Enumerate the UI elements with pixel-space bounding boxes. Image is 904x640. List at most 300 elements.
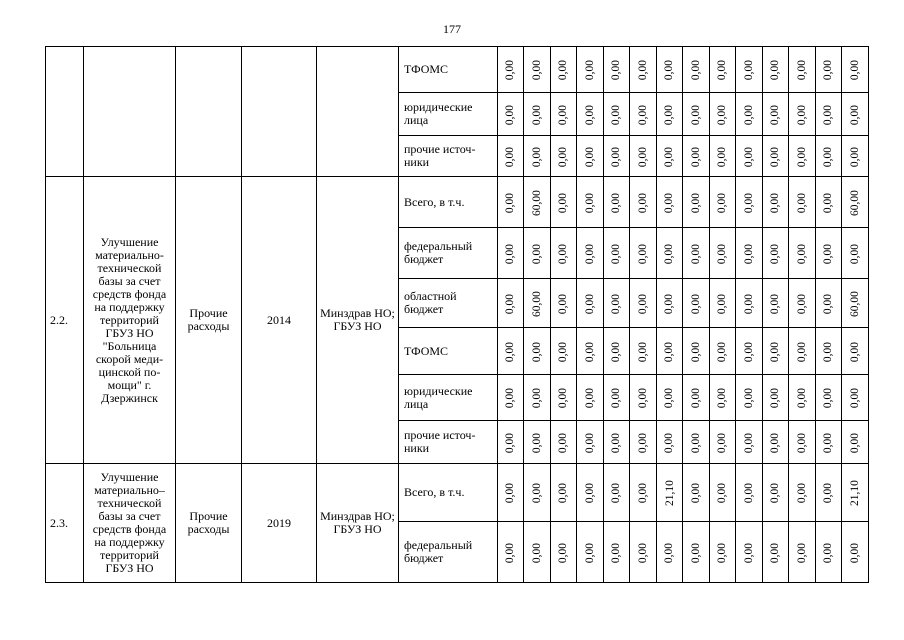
value-text: 0,00 (584, 387, 596, 409)
value-cell (710, 375, 736, 421)
value-cell (604, 93, 630, 136)
value-text: 0,00 (769, 293, 782, 314)
value-text: 0,00 (504, 243, 517, 264)
value-cell (683, 328, 710, 375)
value-cell (524, 93, 551, 136)
value-cell (657, 464, 683, 522)
value-text: 0,00 (822, 432, 835, 453)
value-text: 60,00 (531, 189, 543, 216)
value-cell (816, 228, 842, 279)
row-number: 2.3. (46, 464, 84, 583)
value-text: 0,00 (584, 542, 596, 563)
value-text: 0,00 (769, 387, 782, 409)
value-text: 0,00 (822, 341, 835, 362)
value-text: 0,00 (822, 542, 835, 563)
value-cell (604, 522, 630, 583)
value-text: 0,00 (663, 432, 676, 453)
value-cell (604, 279, 630, 328)
value-cell (630, 136, 657, 177)
value-text: 0,00 (769, 59, 782, 81)
value-text: 0,00 (690, 542, 702, 563)
value-text: 0,00 (610, 387, 623, 409)
value-cell (842, 47, 869, 93)
value-cell (604, 421, 630, 464)
value-cell (842, 279, 869, 328)
value-cell (710, 522, 736, 583)
value-text: 0,00 (796, 146, 808, 167)
value-cell (577, 522, 604, 583)
value-text: 0,00 (743, 59, 755, 81)
value-text: 0,00 (637, 293, 649, 314)
value-text: 0,00 (610, 192, 623, 213)
value-text: 0,00 (716, 243, 729, 264)
value-text: 0,00 (610, 104, 623, 125)
value-text: 0,00 (663, 104, 676, 125)
value-cell (604, 136, 630, 177)
value-cell (657, 228, 683, 279)
value-text: 0,00 (610, 341, 623, 362)
value-cell (736, 93, 763, 136)
source-cell: юридические лица (399, 93, 498, 136)
value-cell (736, 47, 763, 93)
value-text: 0,00 (663, 146, 676, 167)
value-text: 0,00 (637, 542, 649, 563)
value-text: 0,00 (610, 542, 623, 563)
year-cell (242, 47, 317, 177)
value-text: 0,00 (716, 341, 729, 362)
value-text: 0,00 (822, 387, 835, 409)
value-text: 0,00 (849, 387, 861, 409)
value-cell (683, 279, 710, 328)
value-cell (683, 136, 710, 177)
value-text: 0,00 (849, 542, 861, 563)
value-cell (630, 375, 657, 421)
value-text: 0,00 (690, 146, 702, 167)
value-cell (604, 177, 630, 228)
value-cell (604, 328, 630, 375)
source-cell: юридические лица (399, 375, 498, 421)
value-text: 0,00 (743, 341, 755, 362)
value-cell (498, 328, 524, 375)
value-text: 0,00 (557, 293, 570, 314)
value-cell (842, 177, 869, 228)
value-cell (789, 328, 816, 375)
value-cell (736, 228, 763, 279)
value-cell (524, 177, 551, 228)
value-cell (498, 47, 524, 93)
value-text: 0,00 (504, 104, 517, 125)
value-cell (577, 47, 604, 93)
value-text: 0,00 (584, 341, 596, 362)
value-text: 0,00 (690, 482, 702, 504)
value-cell (736, 279, 763, 328)
value-cell (842, 421, 869, 464)
value-cell (789, 375, 816, 421)
value-text: 0,00 (504, 341, 517, 362)
value-text: 0,00 (743, 432, 755, 453)
value-cell (710, 279, 736, 328)
value-text: 0,00 (557, 243, 570, 264)
source-cell: областной бюджет (399, 279, 498, 328)
source-cell: федеральный бюджет (399, 522, 498, 583)
value-cell (630, 464, 657, 522)
value-cell (736, 375, 763, 421)
value-text: 0,00 (743, 192, 755, 213)
value-text: 0,00 (557, 104, 570, 125)
value-text: 0,00 (584, 432, 596, 453)
value-text: 0,00 (637, 482, 649, 504)
value-cell (683, 93, 710, 136)
value-cell (710, 177, 736, 228)
value-cell (577, 177, 604, 228)
value-text: 0,00 (716, 432, 729, 453)
value-text: 0,00 (557, 59, 570, 81)
source-cell: прочие источ-ники (399, 136, 498, 177)
value-cell (524, 464, 551, 522)
value-cell (710, 136, 736, 177)
value-cell (763, 228, 789, 279)
value-text: 0,00 (796, 243, 808, 264)
page-number: 177 (443, 22, 461, 36)
measure-name: Улучшение материально–технической базы за счет средств фонда на поддержку территорий ГБУЗ НО (84, 464, 176, 583)
value-cell (763, 279, 789, 328)
value-text: 0,00 (849, 432, 861, 453)
value-cell (577, 279, 604, 328)
value-text: 0,00 (743, 542, 755, 563)
value-text: 0,00 (557, 146, 570, 167)
value-cell (683, 228, 710, 279)
measure-name: Улучшение материально-технической базы за счет средств фонда на поддержку территорий ГБУЗ НО "Больница скорой меди-цинской по-мощи" г. Дзержинск (84, 177, 176, 464)
value-text: 0,00 (743, 104, 755, 125)
value-text: 0,00 (531, 104, 543, 125)
value-cell (789, 228, 816, 279)
value-text: 0,00 (796, 482, 808, 504)
value-text: 0,00 (557, 341, 570, 362)
value-cell (577, 228, 604, 279)
value-text: 0,00 (796, 341, 808, 362)
value-text: 0,00 (504, 293, 517, 314)
value-cell (683, 522, 710, 583)
value-cell (683, 421, 710, 464)
value-cell (498, 177, 524, 228)
value-cell (816, 421, 842, 464)
source-cell: федеральный бюджет (399, 228, 498, 279)
value-text: 0,00 (849, 104, 861, 125)
value-text: 0,00 (796, 104, 808, 125)
value-text: 0,00 (849, 146, 861, 167)
value-cell (842, 328, 869, 375)
value-text: 0,00 (743, 243, 755, 264)
value-cell (524, 136, 551, 177)
value-cell (551, 177, 577, 228)
value-cell (816, 279, 842, 328)
value-cell (816, 522, 842, 583)
value-cell (710, 228, 736, 279)
value-text: 0,00 (557, 482, 570, 504)
value-text: 0,00 (531, 542, 543, 563)
row-number: 2.2. (46, 177, 84, 464)
value-cell (524, 228, 551, 279)
value-cell (630, 421, 657, 464)
table-row (46, 47, 869, 93)
value-text: 21,10 (663, 480, 676, 506)
value-text: 0,00 (504, 192, 517, 213)
value-text: 0,00 (796, 432, 808, 453)
value-cell (551, 421, 577, 464)
value-text: 0,00 (822, 104, 835, 125)
value-cell (524, 522, 551, 583)
value-text: 0,00 (504, 146, 517, 167)
value-cell (763, 328, 789, 375)
value-cell (816, 464, 842, 522)
value-cell (577, 421, 604, 464)
value-text: 0,00 (822, 482, 835, 504)
table-row (46, 177, 869, 228)
value-text: 0,00 (743, 293, 755, 314)
value-text: 0,00 (504, 432, 517, 453)
year: 2019 (242, 464, 317, 583)
value-text: 0,00 (663, 387, 676, 409)
value-cell (842, 93, 869, 136)
value-text: 0,00 (584, 146, 596, 167)
value-text: 0,00 (637, 146, 649, 167)
value-cell (630, 93, 657, 136)
value-cell (498, 464, 524, 522)
value-cell (498, 228, 524, 279)
value-cell (524, 421, 551, 464)
value-text: 0,00 (716, 482, 729, 504)
value-cell (710, 93, 736, 136)
value-text: 0,00 (663, 542, 676, 563)
expense-type: Прочие расходы (176, 177, 242, 464)
value-cell (551, 279, 577, 328)
value-text: 0,00 (637, 387, 649, 409)
value-text: 0,00 (822, 192, 835, 213)
value-text: 0,00 (769, 104, 782, 125)
value-text: 0,00 (663, 59, 676, 81)
value-cell (736, 328, 763, 375)
value-text: 0,00 (716, 542, 729, 563)
value-text: 0,00 (637, 192, 649, 213)
value-cell (789, 464, 816, 522)
value-text: 0,00 (769, 243, 782, 264)
value-cell (816, 177, 842, 228)
value-cell (524, 47, 551, 93)
value-cell (577, 136, 604, 177)
value-text: 0,00 (663, 192, 676, 213)
table-row (46, 464, 869, 522)
value-text: 0,00 (531, 387, 543, 409)
value-text: 0,00 (663, 293, 676, 314)
value-cell (789, 136, 816, 177)
value-text: 0,00 (769, 482, 782, 504)
value-cell (577, 328, 604, 375)
value-cell (657, 47, 683, 93)
source-cell: ТФОМС (399, 328, 498, 375)
value-cell (683, 177, 710, 228)
value-cell (763, 464, 789, 522)
value-cell (630, 47, 657, 93)
value-text: 60,00 (531, 290, 543, 317)
value-cell (736, 136, 763, 177)
value-cell (524, 328, 551, 375)
value-text: 0,00 (769, 192, 782, 213)
value-text: 0,00 (610, 146, 623, 167)
executor-cell (317, 47, 399, 177)
value-cell (816, 93, 842, 136)
value-cell (842, 375, 869, 421)
value-text: 0,00 (504, 542, 517, 563)
value-text: 0,00 (637, 243, 649, 264)
value-text: 0,00 (796, 387, 808, 409)
value-cell (657, 328, 683, 375)
value-text: 0,00 (610, 432, 623, 453)
value-cell (763, 136, 789, 177)
value-text: 0,00 (796, 293, 808, 314)
value-cell (524, 279, 551, 328)
value-text: 0,00 (531, 482, 543, 504)
source-cell: Всего, в т.ч. (399, 177, 498, 228)
value-cell (577, 464, 604, 522)
value-cell (498, 375, 524, 421)
value-cell (657, 375, 683, 421)
value-text: 0,00 (716, 104, 729, 125)
value-text: 0,00 (743, 482, 755, 504)
executor: Минздрав НО; ГБУЗ НО (317, 177, 399, 464)
source-cell: ТФОМС (399, 47, 498, 93)
value-text: 0,00 (690, 59, 702, 81)
value-text: 0,00 (690, 432, 702, 453)
source-cell: Всего, в т.ч. (399, 464, 498, 522)
value-cell (657, 136, 683, 177)
value-cell (604, 464, 630, 522)
value-cell (683, 464, 710, 522)
value-cell (842, 522, 869, 583)
value-cell (736, 464, 763, 522)
value-text: 0,00 (584, 104, 596, 125)
value-text: 0,00 (610, 293, 623, 314)
value-text: 0,00 (584, 192, 596, 213)
value-cell (842, 464, 869, 522)
value-text: 0,00 (769, 341, 782, 362)
value-text: 0,00 (716, 387, 729, 409)
value-text: 0,00 (637, 432, 649, 453)
year: 2014 (242, 177, 317, 464)
value-text: 0,00 (531, 341, 543, 362)
value-cell (683, 47, 710, 93)
value-text: 0,00 (610, 59, 623, 81)
value-text: 0,00 (822, 59, 835, 81)
value-text: 0,00 (743, 387, 755, 409)
value-cell (710, 47, 736, 93)
value-cell (604, 47, 630, 93)
value-text: 0,00 (531, 432, 543, 453)
value-cell (657, 421, 683, 464)
value-cell (657, 93, 683, 136)
value-cell (630, 177, 657, 228)
value-text: 0,00 (504, 482, 517, 504)
value-text: 0,00 (849, 59, 861, 81)
expense-cell (176, 47, 242, 177)
value-text: 0,00 (531, 146, 543, 167)
value-cell (710, 464, 736, 522)
value-text: 0,00 (769, 542, 782, 563)
value-cell (498, 279, 524, 328)
value-text: 0,00 (716, 293, 729, 314)
value-text: 0,00 (690, 243, 702, 264)
value-text: 0,00 (504, 387, 517, 409)
value-text: 0,00 (637, 341, 649, 362)
source-cell: прочие источ-ники (399, 421, 498, 464)
value-text: 0,00 (690, 192, 702, 213)
value-cell (789, 93, 816, 136)
budget-table (45, 46, 869, 583)
value-cell (551, 328, 577, 375)
executor: Минздрав НО; ГБУЗ НО (317, 464, 399, 583)
value-cell (816, 136, 842, 177)
value-text: 0,00 (557, 387, 570, 409)
num-cell (46, 47, 84, 177)
value-text: 0,00 (822, 293, 835, 314)
value-text: 0,00 (610, 243, 623, 264)
value-cell (816, 375, 842, 421)
value-cell (630, 522, 657, 583)
name-cell (84, 47, 176, 177)
value-cell (763, 93, 789, 136)
value-cell (763, 421, 789, 464)
value-text: 0,00 (849, 243, 861, 264)
value-cell (763, 177, 789, 228)
value-text: 0,00 (716, 146, 729, 167)
value-cell (630, 228, 657, 279)
value-text: 0,00 (796, 192, 808, 213)
value-cell (551, 136, 577, 177)
value-cell (710, 421, 736, 464)
value-cell (577, 93, 604, 136)
value-cell (789, 522, 816, 583)
value-text: 0,00 (822, 146, 835, 167)
table-body (46, 47, 869, 583)
value-cell (604, 228, 630, 279)
value-cell (551, 47, 577, 93)
value-cell (498, 421, 524, 464)
value-cell (816, 328, 842, 375)
value-text: 0,00 (716, 59, 729, 81)
value-text: 0,00 (531, 243, 543, 264)
value-text: 0,00 (716, 192, 729, 213)
value-text: 0,00 (504, 59, 517, 81)
value-cell (789, 47, 816, 93)
value-text: 0,00 (743, 146, 755, 167)
value-cell (710, 328, 736, 375)
value-cell (816, 47, 842, 93)
value-text: 0,00 (663, 341, 676, 362)
value-text: 60,00 (849, 189, 861, 216)
value-text: 0,00 (637, 59, 649, 81)
value-text: 0,00 (557, 432, 570, 453)
value-cell (789, 177, 816, 228)
value-text: 0,00 (584, 482, 596, 504)
value-cell (498, 522, 524, 583)
value-cell (657, 522, 683, 583)
value-text: 0,00 (690, 341, 702, 362)
value-text: 0,00 (690, 104, 702, 125)
value-text: 0,00 (584, 59, 596, 81)
value-cell (763, 375, 789, 421)
value-text: 0,00 (584, 243, 596, 264)
value-text: 0,00 (557, 542, 570, 563)
value-cell (736, 177, 763, 228)
